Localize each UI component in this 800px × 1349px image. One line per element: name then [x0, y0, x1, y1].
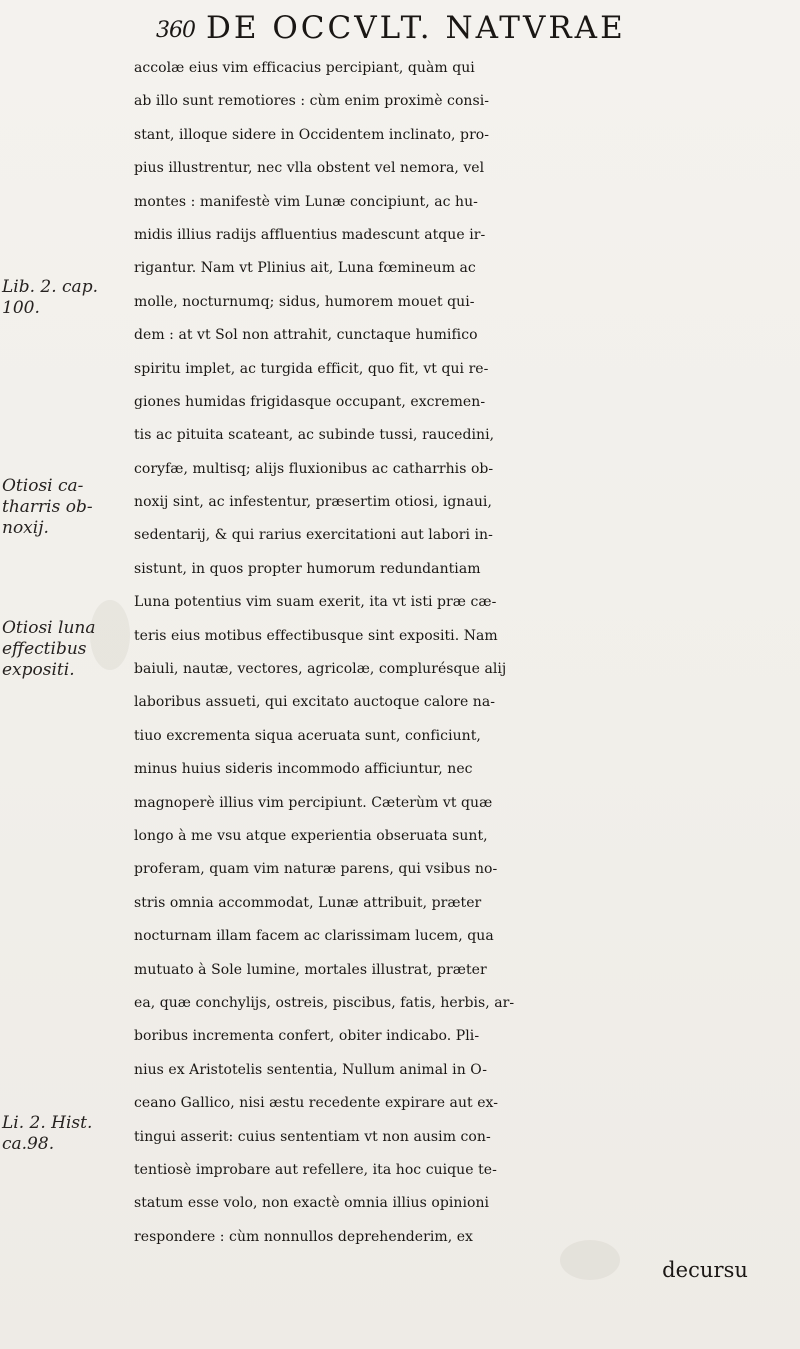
text-line: ab illo sunt remotiores : cùm enim proximè consi- [134, 93, 490, 110]
text-line: tentiosè improbare aut refellere, ita hoc cuique te- [134, 1161, 497, 1178]
margin-note-line: Otiosi ca- [2, 476, 84, 496]
body-text [134, 52, 796, 1287]
text-line: montes : manifestè vim Lunæ concipiunt, ac hu- [134, 193, 478, 210]
margin-note-line: 100. [2, 298, 40, 318]
text-line: tingui asserit: cuius sententiam vt non ausim con- [134, 1128, 491, 1145]
text-line: minus huius sideris incommodo afficiuntur, nec [134, 761, 473, 778]
text-line: magnoperè illius vim percipiunt. Cæterùm vt quæ [134, 794, 493, 811]
catchword: decursu [662, 1258, 748, 1283]
text-line: tiuo excrementa siqua aceruata sunt, conficiunt, [134, 727, 481, 744]
text-line: accolæ eius vim efficacius percipiant, quàm qui [134, 60, 475, 76]
margin-note [2, 1113, 130, 1155]
text-line: Luna potentius vim suam exerit, ita vt isti præ cæ- [134, 594, 497, 611]
margin-note [2, 618, 130, 681]
text-line: noxij sint, ac infestentur, præsertim otiosi, ignaui, [134, 494, 492, 511]
text-line: giones humidas frigidasque occupant, excremen- [134, 393, 486, 410]
text-line: coryfæ, multisq; alijs fluxionibus ac catharrhis ob- [134, 460, 494, 477]
text-line: midis illius radijs affluentius madescunt atque ir- [134, 226, 486, 243]
text-line: teris eius motibus effectibusque sint expositi. Nam [134, 627, 498, 644]
text-line: sistunt, in quos propter humorum redundantiam [134, 560, 481, 577]
margin-note-line: Otiosi luna [2, 618, 96, 638]
margin-note-line: expositi. [2, 660, 75, 680]
text-line: longo à me vsu atque experientia obseruata sunt, [134, 827, 488, 844]
text-line: pius illustrentur, nec vlla obstent vel nemora, vel [134, 160, 485, 177]
margin-note-line: ca.98. [2, 1134, 55, 1154]
text-line: nius ex Aristotelis sententia, Nullum animal in O- [134, 1061, 488, 1078]
text-line: laboribus assueti, qui excitato auctoque calore na- [134, 694, 496, 711]
text-line: proferam, quam vim naturæ parens, qui vsibus no- [134, 861, 498, 878]
margin-note-line: Lib. 2. cap. [2, 277, 98, 297]
text-line: spiritu implet, ac turgida efficit, quo fit, vt qui re- [134, 360, 489, 377]
text-line: baiuli, nautæ, vectores, agricolæ, complurésque alij [134, 661, 507, 678]
margin-note [2, 476, 130, 539]
text-line: nocturnam illam facem ac clarissimam lucem, qua [134, 928, 494, 945]
margin-note-line: Li. 2. Hist. [2, 1113, 93, 1133]
text-line: ea, quæ conchylijs, ostreis, piscibus, fatis, herbis, ar- [134, 994, 515, 1011]
text-line: stant, illoque sidere in Occidentem inclinato, pro- [134, 126, 490, 143]
text-line: tis ac pituita scateant, ac subinde tussi, raucedini, [134, 427, 495, 444]
text-line: boribus incrementa confert, obiter indicabo. Pli- [134, 1028, 480, 1045]
margin-note-line: effectibus [2, 639, 87, 659]
text-line: statum esse volo, non exactè omnia illius opinioni [134, 1195, 490, 1212]
page-header [156, 10, 786, 50]
page-number: 360 [156, 18, 195, 43]
margin-note-line: noxij. [2, 518, 49, 538]
text-line: sedentarij, & qui rarius exercitationi aut labori in- [134, 527, 493, 544]
text-line: mutuato à Sole lumine, mortales illustrat, præter [134, 961, 487, 978]
text-line: stris omnia accommodat, Lunæ attribuit, præter [134, 894, 482, 911]
text-line: molle, nocturnumq; sidus, humorem mouet qui- [134, 293, 475, 310]
text-line: rigantur. Nam vt Plinius ait, Luna fœmineum ac [134, 260, 476, 277]
running-title: DE OCCVLT. NATVRAE [206, 10, 626, 46]
margin-note [2, 277, 130, 319]
text-line: dem : at vt Sol non attrahit, cunctaque humifico [134, 327, 478, 344]
text-line: respondere : cùm nonnullos deprehenderim, ex [134, 1228, 473, 1245]
text-line: ceano Gallico, nisi æstu recedente expirare aut ex- [134, 1095, 499, 1112]
margin-note-line: tharris ob- [2, 497, 93, 517]
